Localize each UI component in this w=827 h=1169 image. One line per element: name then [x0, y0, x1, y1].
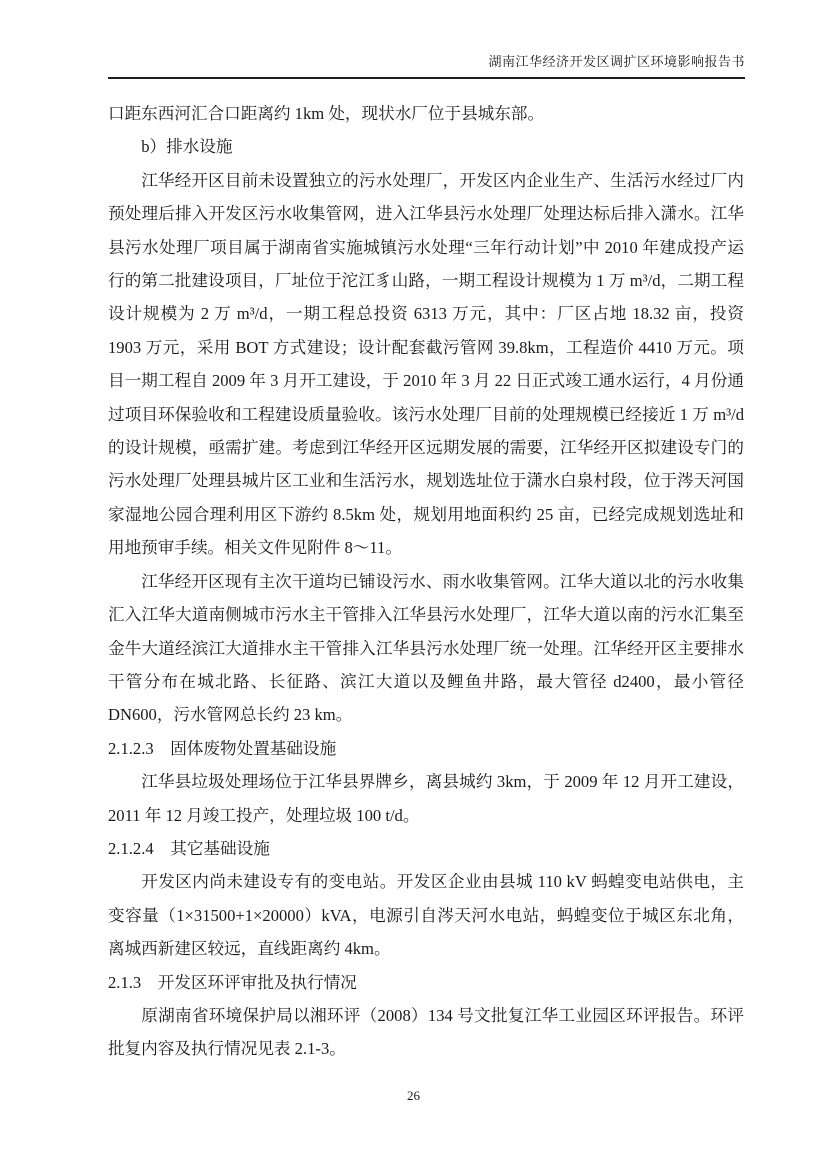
header-title: 湖南江华经济开发区调扩区环境影响报告书 — [488, 54, 745, 69]
paragraph-water-plant-continuation: 口距东西河汇合口距离约 1km 处，现状水厂位于县城东部。 — [108, 104, 545, 123]
section-heading-2-1-2-4: 2.1.2.4 其它基础设施 — [108, 838, 270, 858]
paragraph-drainage-network: 江华经开区现有主次干道均已铺设污水、雨水收集管网。江华大道以北的污水收集汇入江华大道南侧城市污水主干管排入江华县污水处理厂，江华大道以南的污水汇集至金牛大道经滨江大道排水主干管排入江华县污水处理厂统一处理。江华经开区主要排水干管分布在城北路、长征路、滨江大道以及鲤鱼井路，最大管径 d2400，最小管径 DN600，污水管网总长约 23 km。 — [108, 571, 744, 725]
paragraph-eia-approval: 原湖南省环境保护局以湘环评（2008）134 号文批复江华工业园区环评报告。环评批复内容及执行情况见表 2.1-3。 — [108, 1005, 744, 1059]
page-number: 26 — [407, 1088, 420, 1103]
paragraph-landfill: 江华县垃圾处理场位于江华县界牌乡，离县城约 3km，于 2009 年 12 月开工建设，2011 年 12 月竣工投产，处理垃圾 100 t/d。 — [108, 772, 744, 825]
paragraph-substation: 开发区内尚未建设专有的变电站。开发区企业由县城 110 kV 蚂蝗变电站供电，主变容量（1×31500+1×20000）kVA，电源引自涔天河水电站，蚂蝗变位于城区东北角，离城西新建区较远，直线距离约 4km。 — [108, 872, 744, 959]
section-heading-2-1-3: 2.1.3 开发区环评审批及执行情况 — [108, 972, 357, 992]
page-header — [108, 52, 745, 79]
paragraph-sewage-treatment-plant: 江华经开区目前未设置独立的污水处理厂，开发区内企业生产、生活污水经过厂内预处理后排入开发区污水收集管网，进入江华县污水处理厂处理达标后排入潇水。江华县污水处理厂项目属于湖南省实施城镇污水处理“三年行动计划”中 2010 年建成投产运行的第二批建设项目，厂址位于沱江豸山路，一期工程设计规模为 1 万 m³/d，二期工程设计规模为 2 万 m³/d，一期工程总投资 6313 万元，其中：厂区占地 18.32 亩，投资 1903 万元，采用 BOT 方式建设；设计配套截污管网 39.8km，工程造价 4410 万元。项目一期工程自 2009 年 3 月开工建设，于 2010 年 3 月 22 日正式竣工通水运行，4 月份通过项目环保验收和工程建设质量验收。该污水处理厂目前的处理规模已经接近 1 万 m³/d 的设计规模，亟需扩建。考虑到江华经开区远期发展的需要，江华经开区拟建设专门的污水处理厂处理县城片区工业和生活污水，规划选址位于潇水白泉村段，位于涔天河国家湿地公园合理利用区下游约 8.5km 处，规划用地面积约 25 亩，已经完成规划选址和用地预审手续。相关文件见附件 8～11。 — [108, 170, 744, 558]
subheading-b-drainage-facilities: b）排水设施 — [141, 137, 233, 157]
document-body — [108, 97, 744, 1066]
page-footer — [0, 1087, 827, 1105]
section-heading-2-1-2-3: 2.1.2.3 固体废物处置基础设施 — [108, 738, 337, 758]
